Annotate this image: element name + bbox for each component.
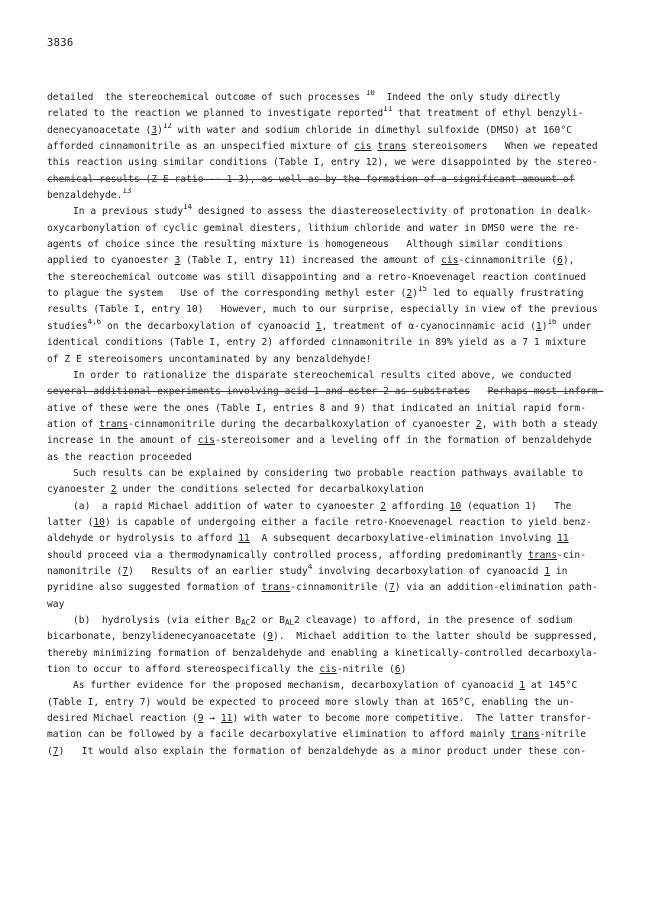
text-run: led to equally frustrating xyxy=(427,288,584,300)
text-run: bicarbonate, benzylidenecyanoacetate ( xyxy=(47,631,268,643)
subscript: AL xyxy=(284,618,295,627)
text-line xyxy=(47,695,627,711)
text-line xyxy=(47,450,627,466)
underlined-term: 9 xyxy=(267,631,274,643)
text-run: Indeed the only study directly xyxy=(374,92,561,103)
text-line xyxy=(47,727,627,743)
text-run: results (Table I, entry 10) However, much to our surprise, especially in view of the previous xyxy=(47,304,598,316)
underlined-term: trans xyxy=(261,582,291,594)
text-line xyxy=(47,417,627,433)
text-run: designed to assess the diastereoselectivity of protonation in dealk- xyxy=(192,206,593,218)
text-line xyxy=(47,90,627,106)
struck-text: chemical results (Z E ratio -- 1 3), as well as by the formation of a significant amount of xyxy=(47,173,575,185)
text-line xyxy=(47,531,627,547)
underlined-term: 11 xyxy=(220,713,233,725)
text-run: -cinnamonitrile ( xyxy=(290,582,389,594)
text-run: applied to cyanoester xyxy=(47,255,175,267)
text-line xyxy=(47,613,627,629)
text-run: ) with water to become more competitive. The latter transfor- xyxy=(232,713,592,725)
text-run: In a previous study xyxy=(73,206,184,218)
text-run: ( xyxy=(47,745,53,757)
underlined-term: trans xyxy=(528,549,558,561)
text-line xyxy=(47,564,627,580)
text-line xyxy=(47,204,627,220)
text-line xyxy=(47,711,627,727)
text-run: 2 cleavage) to afford, in the presence of sodium xyxy=(294,615,573,626)
text-line xyxy=(47,629,627,645)
text-run: that treatment of ethyl benzyli- xyxy=(392,108,584,120)
reference-superscript: 4 xyxy=(307,563,313,571)
underlined-term: trans xyxy=(99,418,129,430)
text-line xyxy=(47,580,627,596)
text-run: ) xyxy=(412,288,418,300)
text-run: ) xyxy=(541,320,548,332)
text-run: namonitrile ( xyxy=(47,565,123,577)
text-run: latter ( xyxy=(47,516,94,528)
text-run: A subsequent decarboxylative-elimination involving xyxy=(249,533,558,545)
text-line xyxy=(47,319,627,335)
reference-superscript: 14 xyxy=(183,204,193,212)
page-number: 3836 xyxy=(47,37,74,49)
text-run: → xyxy=(203,713,221,725)
reference-superscript: 12 xyxy=(162,122,172,130)
text-run: As further evidence for the proposed mechanism, decarboxylation of cyanoacid xyxy=(73,680,520,692)
text-run: affording xyxy=(385,500,450,512)
underlined-term: cis xyxy=(441,255,459,267)
text-run: afforded cinnamonitrile as an unspecified mixture of xyxy=(47,141,355,153)
text-run: on the decarboxylation of cyanoacid xyxy=(101,320,316,332)
underlined-term: trans xyxy=(377,141,407,153)
underlined-term: 1 xyxy=(519,680,526,692)
text-run: mation can be followed by a facile decarboxylative elimination to afford mainly xyxy=(47,729,511,741)
text-run: related to the reaction we planned to investigate reported xyxy=(47,108,384,120)
reference-superscript: 13 xyxy=(122,188,132,196)
text-run: stereoisomers When we repeated xyxy=(406,141,598,153)
text-line xyxy=(47,106,627,122)
text-run: cyanoester xyxy=(47,484,111,496)
text-line xyxy=(47,597,627,613)
text-run: , treatment of α-cyanocinnamic acid ( xyxy=(321,320,536,332)
text-run: -cinnamonitrile during the decarbalkoxylation of cyanoester xyxy=(128,418,476,430)
text-line xyxy=(47,433,627,449)
text-run: aldehyde or hydrolysis to afford xyxy=(47,533,239,545)
text-run: Such results can be explained by considering two probable reaction pathways available to xyxy=(73,467,584,479)
text-run: (Table I, entry 7) would be expected to proceed more slowly than at 165°C, enabling the un- xyxy=(47,696,575,708)
text-line xyxy=(47,548,627,564)
underlined-term: 2 xyxy=(110,484,117,496)
body-text xyxy=(47,90,627,760)
underlined-term: 2 xyxy=(475,418,482,430)
text-run: (a) a rapid Michael addition of water to cyanoester xyxy=(73,500,381,512)
text-line xyxy=(47,237,627,253)
reference-superscript: 15 xyxy=(417,286,428,294)
underlined-term: 11 xyxy=(238,533,250,545)
underlined-term: 10 xyxy=(93,516,105,528)
text-run: thereby minimizing formation of benzaldehyde and enabling a kinetically-controlled decarboxyla- xyxy=(47,647,598,659)
text-line xyxy=(47,253,627,269)
text-run: with water and sodium chloride in dimethyl sulfoxide (DMSO) at 160°C xyxy=(172,124,572,136)
text-run: studies xyxy=(47,320,88,332)
text-run: as the reaction proceeded xyxy=(47,451,192,463)
text-line xyxy=(47,286,627,302)
text-run: ation of xyxy=(47,418,100,430)
text-line xyxy=(47,646,627,662)
text-line xyxy=(47,662,627,678)
text-run: -cin- xyxy=(557,549,587,561)
subscript: AC xyxy=(241,618,251,627)
text-run: at 145°C xyxy=(525,680,578,692)
text-line xyxy=(47,482,627,498)
underlined-term: 6 xyxy=(394,664,401,676)
text-line xyxy=(47,139,627,155)
underlined-term: 7 xyxy=(122,565,129,577)
underlined-term: 1 xyxy=(544,565,551,577)
text-line xyxy=(47,368,627,384)
text-run: , with both a steady xyxy=(481,418,598,430)
text-run: involving decarboxylation of cyanoacid xyxy=(312,565,545,577)
text-run: to plague the system Use of the corresponding methyl ester ( xyxy=(47,288,407,300)
text-run: oxycarbonylation of cyclic geminal diesters, lithium chloride and water in DMSO were the re- xyxy=(47,222,581,234)
text-line xyxy=(47,466,627,482)
underlined-term: 11 xyxy=(557,533,569,545)
text-line xyxy=(47,515,627,531)
text-run: (b) hydrolysis (via either B xyxy=(73,615,242,626)
text-run: ). Michael addition to the latter should be suppressed, xyxy=(273,631,598,643)
text-line xyxy=(47,678,627,694)
text-run: ) via an addition-elimination path- xyxy=(394,582,598,594)
reference-superscript: 16 xyxy=(547,318,557,326)
underlined-term: cis xyxy=(319,664,337,676)
text-run: In order to rationalize the disparate stereochemical results cited above, we conducted xyxy=(73,369,572,381)
text-run: -nitrile ( xyxy=(336,664,395,676)
text-run: ) Results of an earlier study xyxy=(128,565,308,577)
underlined-term: 9 xyxy=(197,713,204,725)
text-run: ) is capable of undergoing either a facile retro-Knoevenagel reaction to yield benz- xyxy=(104,516,592,528)
struck-text: several additional experiments involving acid 1 and ester 2 as substrates xyxy=(47,386,471,398)
reference-superscript: 11 xyxy=(383,106,393,114)
text-run: 2 or B xyxy=(250,615,285,626)
text-run: detailed the stereochemical outcome of such processes xyxy=(47,92,366,103)
text-run: ) xyxy=(157,124,163,136)
underlined-term: 10 xyxy=(449,500,462,512)
text-run: identical conditions (Table I, entry 2) afforded cinnamonitrile in 89% yield as a 7 1 mixture xyxy=(47,337,587,349)
underlined-term: 3 xyxy=(151,124,158,136)
text-run: this reaction using similar conditions (Table I, entry 12), we were disappointed by the stereo- xyxy=(47,157,598,169)
text-run: ) xyxy=(400,664,407,676)
struck-text: Perhaps most inform- xyxy=(487,386,604,398)
text-line xyxy=(47,744,627,760)
text-run: should proceed via a thermodynamically controlled process, affording predominantly xyxy=(47,549,529,561)
text-run xyxy=(470,386,487,397)
text-run: under xyxy=(556,320,592,332)
text-run: ) It would also explain the formation of benzaldehyde as a minor product under these con- xyxy=(58,745,587,757)
underlined-term: cis xyxy=(197,435,216,447)
text-run: denecyanoacetate ( xyxy=(47,124,152,136)
text-run: way xyxy=(47,598,65,610)
text-run: -nitrile xyxy=(539,729,587,741)
text-run: benzaldehyde. xyxy=(47,190,123,202)
text-line xyxy=(47,270,627,286)
text-run: ), xyxy=(562,255,575,267)
text-run: (equation 1) The xyxy=(461,500,572,512)
text-run: under the conditions selected for decarbalkoxylation xyxy=(116,484,424,496)
text-line xyxy=(47,123,627,139)
text-run: (Table I, entry 11) increased the amount of xyxy=(180,255,442,267)
underlined-term: cis xyxy=(354,141,372,153)
text-line xyxy=(47,155,627,171)
text-line xyxy=(47,335,627,351)
text-run: -cinnamonitrile ( xyxy=(458,255,558,267)
text-run: agents of choice since the resulting mixture is homogeneous Although similar conditions xyxy=(47,239,563,251)
reference-superscript: 10 xyxy=(365,90,375,97)
text-run: ative of these were the ones (Table I, entries 8 and 9) that indicated an initial rapid form- xyxy=(47,402,587,414)
underlined-term: 3 xyxy=(174,255,181,267)
underlined-term: 7 xyxy=(388,582,395,594)
text-run: increase in the amount of xyxy=(47,435,198,447)
text-run: tion to occur to afford stereospecifically the xyxy=(47,664,320,676)
text-line xyxy=(47,401,627,417)
underlined-term: 1 xyxy=(535,320,542,332)
text-run: -stereoisomer and a leveling off in the formation of benzaldehyde xyxy=(215,435,592,447)
underlined-term: 1 xyxy=(315,320,322,332)
text-run: pyridine also suggested formation of xyxy=(47,582,262,594)
text-line xyxy=(47,221,627,237)
text-line xyxy=(47,188,627,204)
underlined-term: 2 xyxy=(406,288,413,300)
underlined-term: 7 xyxy=(52,745,59,757)
text-run: of Z E stereoisomers uncontaminated by any benzaldehyde! xyxy=(47,353,372,365)
text-line xyxy=(47,384,627,400)
reference-superscript: 4,6 xyxy=(87,318,102,326)
underlined-term: 6 xyxy=(557,255,563,267)
underlined-term: trans xyxy=(510,729,540,741)
text-line xyxy=(47,352,627,368)
text-run: the stereochemical outcome was still disappointing and a retro-Knoevenagel reaction continued xyxy=(47,271,587,283)
underlined-term: 2 xyxy=(380,500,386,512)
text-line xyxy=(47,172,627,188)
text-run: in xyxy=(550,565,568,577)
text-run: desired Michael reaction ( xyxy=(47,713,198,725)
text-line xyxy=(47,302,627,318)
text-line xyxy=(47,499,627,515)
